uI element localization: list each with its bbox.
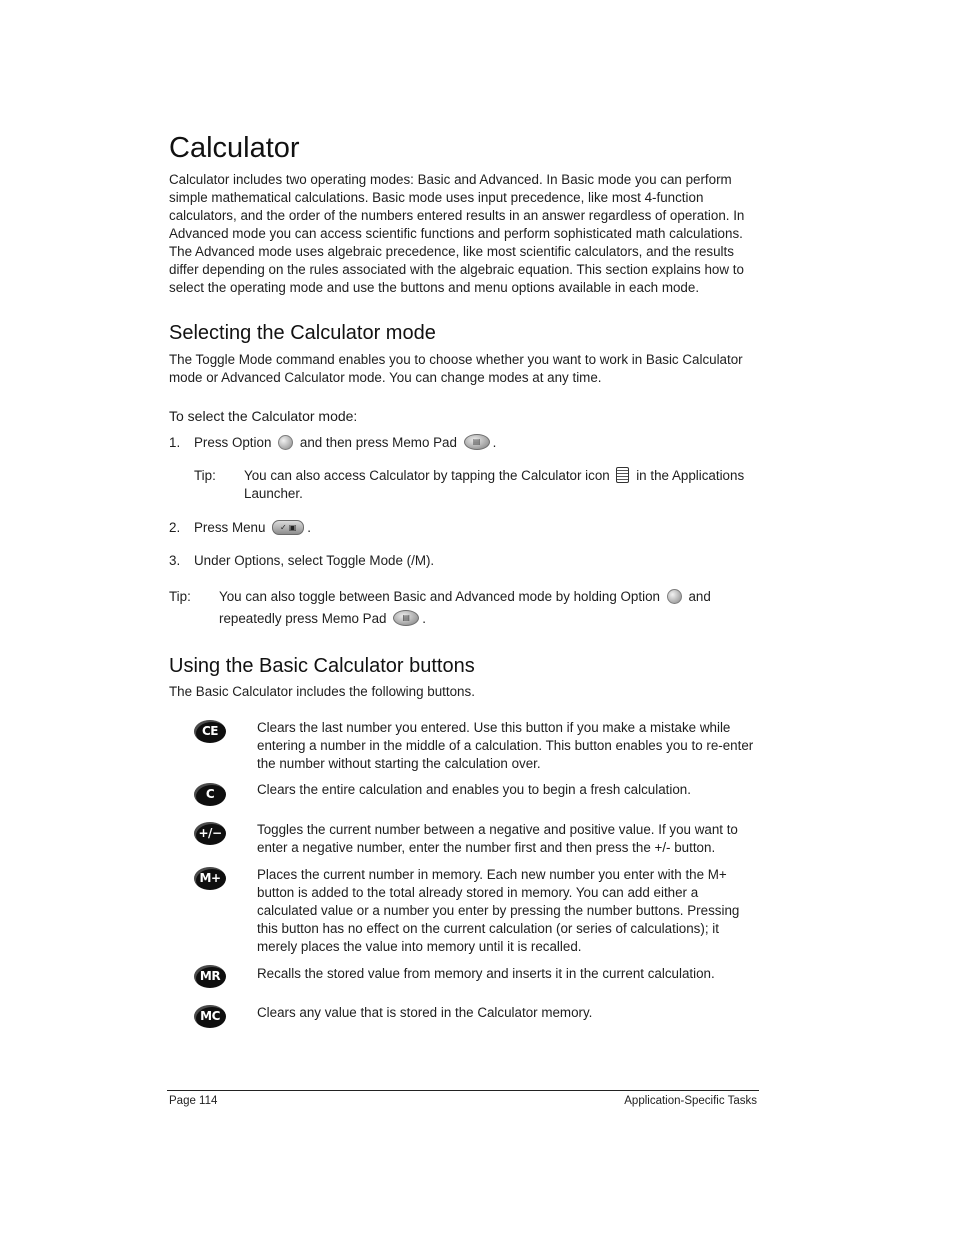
step-text: Under Options, select Toggle Mode (/M).: [194, 553, 435, 568]
tip-label: Tip:: [194, 468, 216, 483]
step-number: 2.: [169, 520, 181, 535]
button-row-mr: [169, 965, 759, 995]
step-1: [169, 434, 759, 454]
toggle-mode-paragraph: The Toggle Mode command enables you to choose whether you want to work in Basic Calculator mode or Advanced Calculator mode. You can change modes at any time.: [169, 352, 743, 385]
button-row-ce: [169, 719, 759, 775]
menu-key-icon: ✓ ▣: [272, 520, 304, 535]
basic-buttons-intro: The Basic Calculator includes the following buttons.: [169, 684, 475, 699]
step-text: Press Menu ✓ ▣ .: [194, 520, 311, 535]
option-key-icon: [278, 435, 293, 450]
memory-recall-button-icon: MR: [194, 965, 226, 988]
button-description: Recalls the stored value from memory and inserts it in the current calculation.: [257, 966, 715, 981]
button-description: Toggles the current number between a negative and positive value. If you want to enter a negative number, enter the number first and then press the +/- button.: [257, 822, 738, 855]
footer-chapter-title: Application-Specific Tasks: [624, 1095, 757, 1107]
calculator-app-icon: [616, 467, 629, 483]
tip-text: You can also toggle between Basic and Advanced mode by holding Option and repeatedly press Memo Pad ▤ .: [219, 589, 711, 626]
button-row-m-plus: [169, 866, 759, 958]
button-row-plus-minus: [169, 821, 759, 859]
button-description: Clears any value that is stored in the Calculator memory.: [257, 1005, 593, 1020]
procedure-title: To select the Calculator mode:: [169, 408, 358, 424]
step-number: 3.: [169, 553, 181, 568]
footer-divider: [167, 1090, 759, 1091]
option-key-icon: [667, 589, 682, 604]
button-description: Places the current number in memory. Each new number you enter with the M+ button is added to the total already stored in memory. You can add either a calculated value or a number you enter by pressing the number buttons. Pressing this button has no effect on the current calculation (or series of calculations); it merely places the value into memory until it is recalled.: [257, 867, 740, 954]
memory-plus-button-icon: M+: [194, 867, 226, 890]
memo-pad-key-icon: ▤: [393, 610, 419, 626]
section-heading-selecting-mode: Selecting the Calculator mode: [169, 322, 436, 344]
ce-button-icon: CE: [194, 720, 226, 743]
button-description: Clears the last number you entered. Use this button if you make a mistake while entering a number in the middle of a calculation. This button enables you to re-enter the number without starting the calculation over.: [257, 720, 754, 771]
step-3: [169, 552, 759, 572]
footer-page-number: Page 114: [169, 1095, 218, 1107]
tip-label: Tip:: [169, 589, 191, 604]
button-row-mc: [169, 1004, 759, 1034]
intro-paragraph: Calculator includes two operating modes: Basic and Advanced. In Basic mode you can perform simple mathematical calculations. Basic mode uses input precedence, like most 4-function calculators, and the order of the numbers entered results in an answer regardless of operation. In Advanced mode you can access scientific functions and perform sophisticated math calculations. The Advanced mode uses algebraic precedence, like most scientific calculators, and the results differ depending on the rules associated with the algebraic equation. This section explains how to select the operating mode and use the buttons and menu options available in each mode.: [169, 172, 745, 295]
tip-text: You can also access Calculator by tapping the Calculator icon in the Applications Launcher.: [244, 468, 745, 501]
button-row-c: [169, 781, 759, 811]
button-description: Clears the entire calculation and enables you to begin a fresh calculation.: [257, 782, 691, 797]
section-heading-basic-buttons: Using the Basic Calculator buttons: [169, 655, 475, 677]
page-title: Calculator: [169, 132, 300, 164]
memory-clear-button-icon: MC: [194, 1005, 226, 1028]
step-number: 1.: [169, 435, 181, 450]
tip-toggle-mode: [169, 588, 759, 632]
tip-calculator-icon: [194, 467, 759, 507]
step-2: [169, 519, 759, 539]
memo-pad-key-icon: ▤: [464, 434, 490, 450]
plus-minus-button-icon: +/−: [194, 822, 226, 845]
clear-button-icon: C: [194, 783, 226, 806]
step-text: Press Option and then press Memo Pad ▤ .: [194, 435, 497, 450]
